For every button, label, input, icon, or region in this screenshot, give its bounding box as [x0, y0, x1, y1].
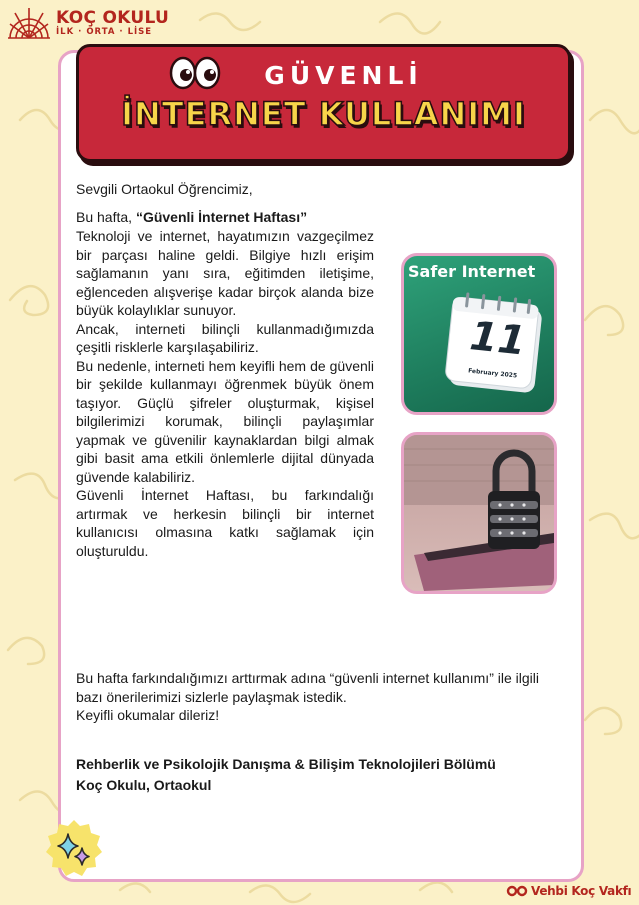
signature — [76, 754, 556, 796]
greeting: Sevgili Ortaokul Öğrencimiz, — [76, 181, 253, 197]
logo-subtitle: İLK · ORTA · LİSE — [56, 26, 153, 37]
week-prefix: Bu hafta, — [76, 209, 136, 225]
logo-name: KOÇ OKULU — [56, 7, 170, 28]
week-name: “Güvenli İnternet Haftası” — [135, 209, 308, 225]
sparkle-icon — [44, 818, 104, 878]
safer-internet-calendar-image — [401, 253, 557, 415]
foundation-name: Vehbi Koç Vakfı — [531, 884, 632, 898]
paragraph: Teknoloji ve internet, hayatımızın vazgeçilmez bir parçası haline geldi. Bilgiye hızlı erişim sağlamanın yanı sıra, eğitimden iletişime, eğlenceden alışverişe kadar birçok alanda bize büyük kolaylıklar sunuyor. — [76, 228, 374, 318]
padlock-icon — [404, 435, 554, 591]
banner-line-2: İNTERNET KULLANIMI — [121, 95, 526, 133]
sun-logo-icon — [6, 4, 52, 42]
banner-line-1: GÜVENLİ — [264, 61, 423, 90]
title-banner — [76, 44, 571, 162]
vehbi-koc-vakfi-logo — [506, 884, 631, 898]
paragraph: Bu hafta farkındalığımızı arttırmak adına “güvenli internet kullanımı” ile ilgili bazı önerilerimizi sizlerle paylaşmak istedik. — [76, 670, 539, 705]
paragraph: Güvenli İnternet Haftası, bu farkındalığı artırmak ve herkesin bilinçli bir internet kullanıcısı olmasına katkı sağlamak için oluşturuldu. — [76, 487, 374, 559]
paragraph: Keyifli okumalar dileriz! — [76, 707, 220, 723]
vkv-logo-icon — [506, 884, 528, 898]
paragraph: Ancak, interneti bilinçli kullanmadığımızda çeşitli risklerle karşılaşabiliriz. — [76, 320, 374, 355]
main-paragraphs — [76, 227, 374, 560]
signature-line: Koç Okulu, Ortaokul — [76, 777, 212, 793]
closing-paragraphs — [76, 669, 556, 725]
week-intro — [76, 208, 307, 227]
paragraph: Bu nedenle, interneti hem keyifli hem de güvenli bir şekilde kullanmayı öğrenmek büyük önem taşıyor. Güçlü şifreler oluşturmak, kişisel bilgilerimizi korumak, bilinçli paylaşımlar yapmak ve güvenilir kaynaklardan bilgi almak gibi basit ama etkili önlemlerle dijital dünyada güvende kalabiliriz. — [76, 357, 374, 485]
padlock-image — [401, 432, 557, 594]
calendar-month: February 2025 — [467, 367, 518, 380]
calendar-day: 11 — [467, 313, 528, 365]
signature-line: Rehberlik ve Psikolojik Danışma & Bilişim Teknolojileri Bölümü — [76, 756, 496, 772]
image-title: Safer Internet — [408, 262, 536, 281]
koc-okulu-logo — [6, 4, 169, 42]
